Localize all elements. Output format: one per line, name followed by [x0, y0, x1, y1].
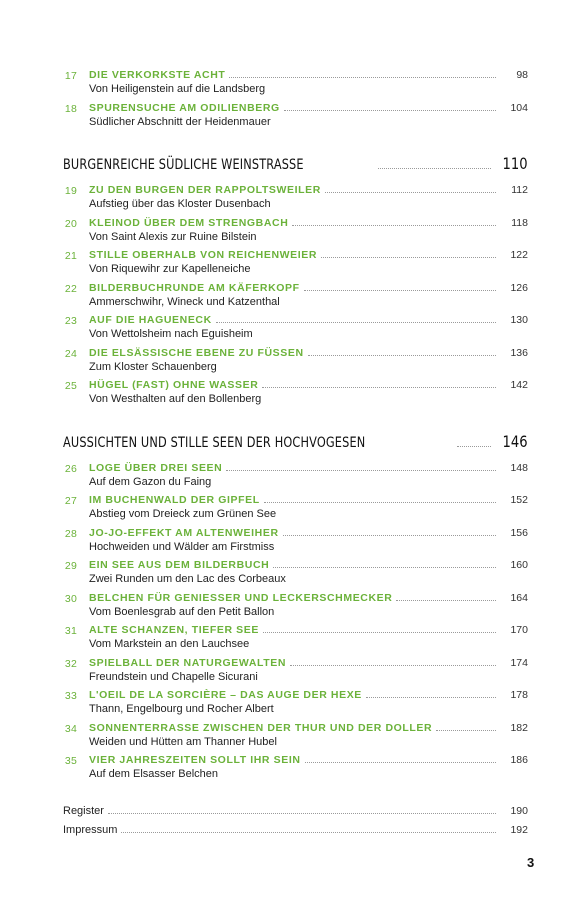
entry-title-line [89, 722, 528, 734]
entry-subtitle: Vom Boenlesgrab auf den Petit Ballon [89, 605, 275, 618]
toc-entry [63, 99, 528, 132]
leader-dots [226, 469, 496, 471]
entry-title: BILDERBUCHRUNDE AM KÄFERKOPF [89, 281, 300, 294]
entry-page-number: 148 [510, 461, 528, 474]
extra-label: Register [63, 804, 104, 817]
entry-group-1 [63, 66, 528, 131]
entry-number: 29 [64, 560, 77, 572]
entry-subtitle: Vom Markstein an den Lauchsee [89, 638, 250, 650]
section-heading-2 [63, 423, 528, 451]
entry-title-line [89, 494, 528, 506]
entry-title-line [89, 462, 528, 474]
toc-entry [63, 751, 528, 784]
leader-dots [273, 566, 496, 568]
section-title: BURGENREICHE SÜDLICHE WEINSTRASSE [63, 157, 304, 173]
entry-number: 25 [64, 380, 77, 392]
leader-dots [396, 599, 496, 601]
entry-title: BELCHEN FÜR GENIESSER UND LECKERSCHMECKER [89, 591, 393, 604]
entry-page-number: 112 [511, 184, 528, 196]
section-page-number: 110 [502, 154, 528, 173]
entry-page-number: 118 [511, 216, 528, 229]
entry-title: ALTE SCHANZEN, TIEFER SEE [89, 624, 259, 636]
entry-subtitle: Von Wettolsheim nach Eguisheim [89, 328, 253, 340]
toc-entry [63, 376, 528, 409]
entry-title-line [89, 592, 528, 604]
entry-number: 31 [64, 625, 77, 637]
entry-page-number: 98 [516, 69, 528, 81]
entry-title-line [89, 754, 528, 766]
toc-extra-entry [63, 817, 528, 836]
entry-title: AUF DIE HAGUENECK [89, 314, 212, 326]
toc-entry [63, 344, 528, 377]
entry-group-2 [63, 181, 528, 409]
entry-page-number: 170 [510, 624, 528, 636]
entry-subtitle: Auf dem Elsasser Belchen [89, 768, 219, 780]
entry-number: 26 [64, 462, 77, 475]
leader-dots [264, 501, 496, 503]
entry-title-line [89, 69, 528, 81]
entry-title: DIE VERKORKSTE ACHT [89, 69, 226, 81]
entry-subtitle: Abstieg vom Dreieck zum Grünen See [89, 508, 277, 520]
entry-title: SONNENTERRASSE ZWISCHEN DER THUR UND DER DOLLER [89, 721, 433, 734]
entry-title-line [89, 527, 528, 539]
entry-page-number: 156 [510, 526, 528, 539]
toc-entry [63, 311, 528, 344]
toc-entry [63, 214, 528, 247]
entry-page-number: 104 [510, 101, 528, 114]
toc-entry [63, 66, 528, 99]
entry-title: HÜGEL (FAST) OHNE WASSER [89, 379, 259, 391]
toc-entry [63, 181, 528, 214]
entry-subtitle: Aufstieg über das Kloster Dusenbach [89, 198, 271, 210]
entry-title-line [89, 657, 528, 669]
entry-title-line [89, 249, 528, 261]
entry-subtitle: Weiden und Hütten am Thanner Hubel [89, 735, 277, 748]
entry-title-line [89, 624, 528, 636]
leader-dots [229, 76, 496, 78]
entry-number: 30 [64, 592, 77, 605]
entry-subtitle: Ammerschwihr, Wineck und Katzenthal [89, 295, 280, 308]
entry-page-number: 152 [510, 494, 528, 506]
entry-subtitle: Zum Kloster Schauenberg [89, 360, 217, 373]
entry-page-number: 182 [510, 721, 528, 734]
entry-page-number: 142 [510, 379, 528, 391]
entry-title: EIN SEE AUS DEM BILDERBUCH [89, 559, 270, 571]
leader-dots [457, 446, 492, 447]
entry-subtitle: Auf dem Gazon du Faing [89, 475, 212, 488]
entry-number: 22 [64, 282, 77, 295]
entry-title: SPIELBALL DER NATURGEWALTEN [89, 656, 287, 669]
section-title: AUSSICHTEN UND STILLE SEEN DER HOCHVOGESEN [63, 434, 366, 451]
entry-title: KLEINOD ÜBER DEM STRENGBACH [89, 216, 289, 229]
entry-page-number: 130 [510, 314, 528, 326]
toc-entry [63, 654, 528, 687]
toc-entry [63, 719, 528, 752]
entry-subtitle: Von Heiligenstein auf die Landsberg [89, 83, 266, 95]
leader-dots [290, 664, 496, 666]
entry-title-line [89, 379, 528, 391]
toc-entry [63, 524, 528, 557]
entry-title: ZU DEN BURGEN DER RAPPOLTSWEILER [89, 184, 321, 196]
leader-dots [292, 224, 496, 226]
entry-title: IM BUCHENWALD DER GIPFEL [89, 494, 260, 506]
entry-number: 35 [64, 755, 77, 767]
entry-page-number: 122 [510, 249, 528, 261]
table-of-contents [63, 66, 528, 836]
entry-page-number: 126 [510, 281, 528, 294]
entry-title: VIER JAHRESZEITEN SOLLT IHR SEIN [89, 754, 301, 766]
toc-extra-entry [63, 798, 528, 817]
toc-entry [63, 686, 528, 719]
leader-dots [378, 168, 492, 169]
entry-title-line [89, 314, 528, 326]
entry-title-line [89, 102, 528, 114]
entry-title: STILLE OBERHALB VON REICHENWEIER [89, 249, 318, 261]
entry-page-number: 164 [510, 591, 528, 604]
entry-title-line [89, 347, 528, 359]
leader-dots [366, 696, 496, 698]
section-heading-1 [63, 145, 528, 173]
entry-subtitle: Freundstein und Chapelle Sicurani [89, 670, 258, 683]
folio-page-number: 3 [527, 855, 535, 870]
entry-subtitle: Von Riquewihr zur Kapelleneiche [89, 263, 251, 275]
leader-dots [305, 761, 496, 763]
section-page-number: 146 [502, 431, 528, 451]
entry-title: L'OEIL DE LA SORCIÈRE – DAS AUGE DER HEXE [89, 689, 362, 701]
toc-entry [63, 621, 528, 654]
leader-dots [283, 534, 496, 536]
entry-subtitle: Von Westhalten auf den Bollenberg [89, 393, 262, 405]
leader-dots [325, 191, 496, 193]
entry-number: 19 [64, 185, 77, 197]
entry-page-number: 174 [510, 656, 528, 669]
entry-page-number: 160 [510, 559, 528, 571]
entry-page-number: 178 [510, 689, 528, 701]
toc-entry [63, 459, 528, 492]
entry-title: JO-JO-EFFEKT AM ALTENWEIHER [89, 526, 279, 539]
leader-dots [108, 813, 496, 814]
leader-dots [304, 289, 496, 291]
entry-subtitle: Von Saint Alexis zur Ruine Bilstein [89, 230, 257, 243]
entry-page-number: 186 [510, 754, 528, 766]
entry-subtitle: Südlicher Abschnitt der Heidenmauer [89, 115, 271, 128]
entry-title-line [89, 217, 528, 229]
entry-number: 21 [64, 250, 77, 262]
leader-dots [263, 631, 496, 633]
entry-title: SPURENSUCHE AM ODILIENBERG [89, 101, 280, 114]
toc-entry [63, 491, 528, 524]
entry-number: 34 [64, 722, 77, 735]
entry-number: 17 [64, 70, 77, 82]
extra-page-number: 192 [510, 823, 528, 836]
entry-group-3 [63, 459, 528, 784]
entry-number: 18 [64, 102, 77, 115]
entry-number: 20 [64, 217, 77, 230]
leader-dots [262, 386, 496, 388]
extras-list [63, 798, 528, 836]
entry-subtitle: Zwei Runden um den Lac des Corbeaux [89, 573, 286, 585]
leader-dots [436, 729, 496, 731]
entry-subtitle: Thann, Engelbourg und Rocher Albert [89, 703, 274, 715]
entry-number: 33 [64, 690, 77, 702]
extra-page-number: 190 [510, 804, 528, 817]
entry-subtitle: Hochweiden und Wälder am Firstmiss [89, 540, 275, 553]
leader-dots [284, 109, 496, 111]
toc-entry [63, 589, 528, 622]
toc-entry [63, 246, 528, 279]
entry-number: 28 [64, 527, 77, 540]
toc-entry [63, 279, 528, 312]
entry-title-line [89, 282, 528, 294]
leader-dots [321, 256, 496, 258]
toc-entry [63, 556, 528, 589]
entry-title: LOGE ÜBER DREI SEEN [89, 461, 223, 474]
leader-dots [121, 832, 496, 833]
leader-dots [308, 354, 496, 356]
entry-title-line [89, 559, 528, 571]
entry-page-number: 136 [510, 346, 528, 359]
entry-number: 24 [64, 347, 77, 360]
entry-title: DIE ELSÄSSISCHE EBENE ZU FÜSSEN [89, 346, 304, 359]
entry-title-line [89, 689, 528, 701]
entry-number: 23 [64, 315, 77, 327]
entry-number: 32 [64, 657, 77, 670]
entry-title-line [89, 184, 528, 196]
leader-dots [216, 321, 496, 323]
entry-number: 27 [64, 495, 77, 507]
extra-label: Impressum [63, 823, 118, 836]
